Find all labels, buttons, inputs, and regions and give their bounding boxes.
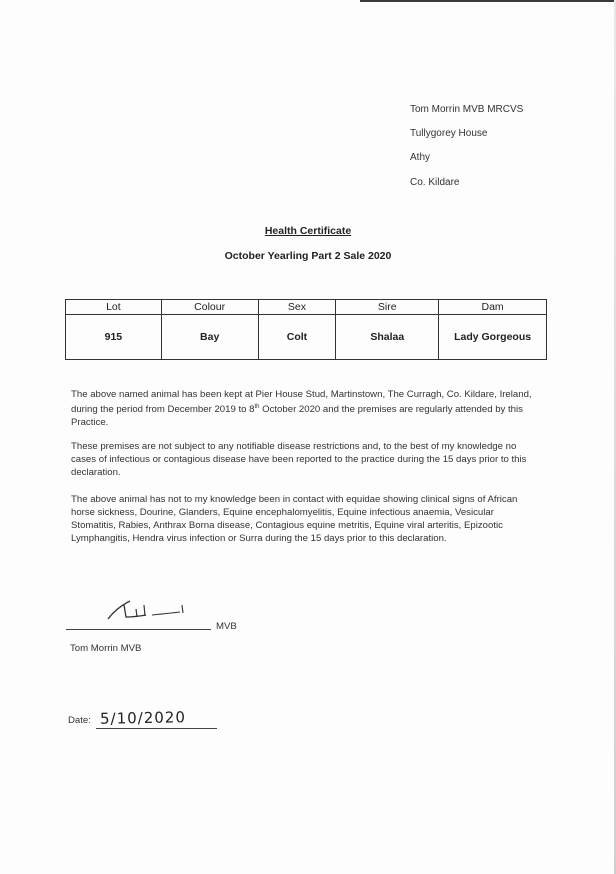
handwritten-date: 5/10/2020 [99,708,187,728]
top-edge-line [360,0,616,2]
restrictions-paragraph: These premises are not subject to any notifiable disease restrictions and, to the best of my knowledge no cases of infectious or contagious disease have been reported to the practice during the 15 days prior to this declaration. [71,441,527,478]
date-line [96,728,217,729]
cell-lot: 915 [66,315,162,360]
sender-address-line3: Co. Kildare [410,177,460,188]
horse-details-table [65,299,547,360]
contact-declaration-paragraph: The above animal has not to my knowledge been in contact with equidae showing clinical signs of African horse sickness, Dourine, Glanders, Equine encephalomyelitis, Equine infectious anaemia, Vesicular Stomatitis, Rabies, Anthrax Borna disease, Contagious equine metritis, Equine viral arteritis, Epizootic Lymphangitis, Hendra virus infection or Surra during the 15 days prior to this declaration. [71,494,518,544]
sender-address-line1: Tullygorey House [410,128,488,139]
signature-mvb-label: MVB [216,621,237,632]
cell-sire: Shalaa [336,315,439,360]
signer-name: Tom Morrin MVB [70,643,142,654]
sender-name: Tom Morrin MVB MRCVS [410,104,524,115]
premises-text-end: October 2020 and the premises are regularly attended by this Practice. [71,404,523,429]
cell-sex: Colt [258,315,336,360]
premises-text-start: The above named animal has been kept at Pier House Stud, Martinstown, The Curragh, Co. Kildare, Ireland, during the period from December 2019 to 8 [71,389,532,416]
ordinal-suffix: th [254,404,260,410]
premises-paragraph [71,388,541,429]
cell-dam: Lady Gorgeous [439,315,547,360]
handwritten-signature [104,597,194,627]
date-label: Date: [68,715,91,726]
header-colour: Colour [161,300,258,315]
table-row [66,315,547,360]
header-sire: Sire [336,300,439,315]
sale-subtitle: October Yearling Part 2 Sale 2020 [224,250,392,262]
sender-address-line2: Athy [410,152,431,163]
signature-line [66,629,211,630]
header-lot: Lot [66,300,162,315]
certificate-title-text: Health Certificate [264,225,352,237]
header-sex: Sex [258,300,336,315]
cell-colour: Bay [161,315,258,360]
header-dam: Dam [439,300,547,315]
certificate-title [0,225,616,237]
table-header-row [66,300,547,315]
